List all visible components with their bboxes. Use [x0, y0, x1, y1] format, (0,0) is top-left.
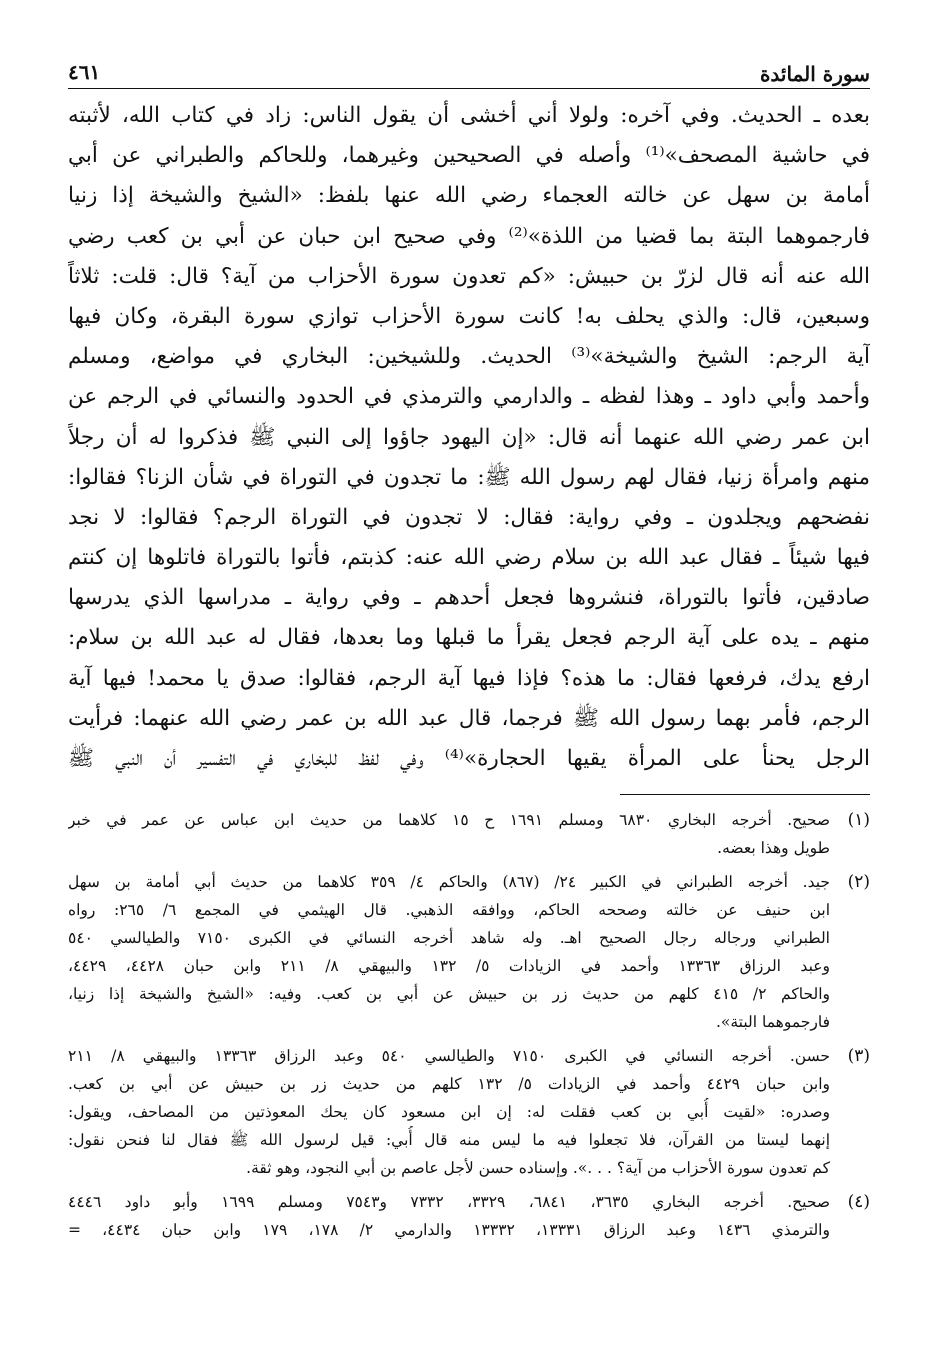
text-line: فيها شيئاً ـ فقال عبد الله بن سلام رضي الله عنه: كذبتم، فأتوا بالتوراة فاتلوها إن كنتم — [68, 545, 870, 571]
footnote-number: (١) — [847, 810, 870, 830]
footnote-line: ابن حنيف عن خالته وصححه الحاكم، ووافقه الذهبي. قال الهيثمي في المجمع ٦/ ٢٦٥: رواه — [68, 901, 830, 919]
footnote-line: فارجموهما البتة». — [715, 1013, 830, 1031]
header-divider — [68, 88, 870, 89]
text-line: الرجل يحنأ على المرأة يقيها الحجارة»⁽⁴⁾ وفي لفظ للبخاري في التفسير أن النبي ﷺ — [68, 746, 870, 771]
page-header — [68, 56, 870, 92]
footnote-line: وصدره: «لقيت أُبي بن كعب فقلت له: إن ابن مسعود كان يحك المعوذتين من المصاحف، ويقول: — [68, 1103, 830, 1121]
surah-title: سورة المائدة — [759, 62, 870, 86]
text-line: صادقين، فأتوا بالتوراة، فنشروها فجعل أحدهم ـ وفي رواية ـ مدراسها الذي يدرسها — [68, 585, 870, 611]
text-line: وأحمد وأبي داود ـ وهذا لفظه ـ والدارمي والترمذي في الحدود والنسائي في الرجم عن — [68, 384, 870, 410]
footnote — [68, 806, 870, 862]
footnote-line: الطبراني ورجاله رجال الصحيح اهـ. وله شاهد أخرجه النسائي في الكبرى ٧١٥٠ والطيالسي ٥٤٠ — [68, 929, 830, 947]
footnote-number: (٤) — [847, 1192, 870, 1212]
text-line: منهم وامرأة زنيا، فقال لهم رسول الله ﷺ: ما تجدون في التوراة في شأن الزنا؟ فقالوا: — [68, 464, 870, 490]
text-line: ارفع يدك، فرفعها فقال: ما هذه؟ فإذا فيها آية الرجم، فقالوا: صدق يا محمد! فيها آية — [68, 665, 870, 691]
page-number: ٤٦١ — [68, 60, 101, 84]
footnote-divider — [620, 794, 870, 795]
footnote-line: وابن حبان ٤٤٢٩ وأحمد في الزيادات ٥/ ١٣٢ كلهم من حديث زر بن حبيش عن أبي بن كعب. — [68, 1075, 830, 1093]
footnote-line: صحيح. أخرجه البخاري ٦٨٣٠ ومسلم ١٦٩١ ح ١٥ كلاهما من حديث ابن عباس عن عمر في خبر — [68, 811, 830, 829]
text-line: آية الرجم: الشيخ والشيخة»⁽³⁾ الحديث. وللشيخين: البخاري في مواضع، ومسلم — [68, 344, 870, 370]
text-line: أمامة بن سهل عن خالته العجماء رضي الله عنها بلفظ: «الشيخ والشيخة إذا زنيا — [68, 183, 870, 209]
text-line: نفضحهم ويجلدون ـ وفي رواية: فقال: لا تجدون في التوراة الرجم؟ فقالوا: لا نجد — [68, 504, 870, 530]
text-line: الله عنه أنه قال لزرّ بن حبيش: «كم تعدون سورة الأحزاب من آية؟ قال: قلت: ثلاثاً — [68, 263, 870, 289]
text-line: وسبعين، قال: والذي يحلف به! كانت سورة الأحزاب توازي سورة البقرة، وكان فيها — [68, 303, 870, 329]
footnote — [68, 1188, 870, 1244]
footnotes — [68, 806, 870, 1250]
text-line: ابن عمر رضي الله عنهما أنه قال: «إن اليهود جاؤوا إلى النبي ﷺ فذكروا له أن رجلاً — [68, 424, 870, 450]
text-line: الرجم، فأمر بهما رسول الله ﷺ فرجما، قال عبد الله بن عمر رضي الله عنهما: فرأيت — [68, 705, 870, 731]
footnote-number: (٢) — [847, 872, 870, 892]
main-text — [68, 96, 870, 779]
footnote-line: طويل وهذا بعضه. — [717, 839, 830, 857]
footnote-line: إنهما ليستا من القرآن، فلا تجعلوا فيه ما ليس منه قال أُبي: قيل لرسول الله ﷺ فقال لنا فنحن نقول: — [68, 1131, 830, 1149]
text-line: في حاشية المصحف»⁽¹⁾ وأصله في الصحيحين وغيرهما، وللحاكم والطبراني عن أبي — [68, 143, 870, 169]
footnote-line: جيد. أخرجه الطبراني في الكبير ٢٤/ (٨٦٧) والحاكم ٤/ ٣٥٩ كلاهما من حديث أبي أمامة بن سهل — [68, 873, 830, 891]
footnote-line: كم تعدون سورة الأحزاب من آية؟ . . .». وإسناده حسن لأجل عاصم بن أبي النجود، وهو ثقة. — [246, 1159, 830, 1177]
footnote-line: والحاكم ٢/ ٤١٥ كلهم من حديث زر بن حبيش عن أبي بن كعب. وفيه: «الشيخ والشيخة إذا زنيا، — [68, 985, 830, 1003]
footnote-line: حسن. أخرجه النسائي في الكبرى ٧١٥٠ والطيالسي ٥٤٠ وعبد الرزاق ١٣٣٦٣ والبيهقي ٨/ ٢١١ — [68, 1047, 830, 1065]
footnote — [68, 868, 870, 1036]
footnote-line: صحيح. أخرجه البخاري ٣٦٣٥، ٦٨٤١، ٣٣٢٩، ٧٣٣٢ و٧٥٤٣ ومسلم ١٦٩٩ وأبو داود ٤٤٤٦ — [68, 1193, 830, 1211]
footnote — [68, 1042, 870, 1182]
footnote-line: وعبد الرزاق ١٣٣٦٣ وأحمد في الزيادات ٥/ ١٣٢ والبيهقي ٨/ ٢١١ وابن حبان ٤٤٢٨، ٤٤٢٩، — [68, 957, 830, 975]
text-line: منهم ـ يده على آية الرجم فجعل يقرأ ما قبلها وما بعدها، فقال له عبد الله بن سلام: — [68, 625, 870, 651]
footnote-number: (٣) — [847, 1046, 870, 1066]
text-line: بعده ـ الحديث. وفي آخره: ولولا أني أخشى أن يقول الناس: زاد في كتاب الله، لأثبته — [68, 103, 870, 128]
footnote-line: والترمذي ١٤٣٦ وعبد الرزاق ١٣٣٣١، ١٣٣٣٢ والدارمي ٢/ ١٧٨، ١٧٩ وابن حبان ٤٤٣٤، = — [68, 1221, 830, 1239]
text-line: فارجموهما البتة بما قضيا من اللذة»⁽²⁾ وفي صحيح ابن حبان عن أبي بن كعب رضي — [68, 223, 870, 249]
